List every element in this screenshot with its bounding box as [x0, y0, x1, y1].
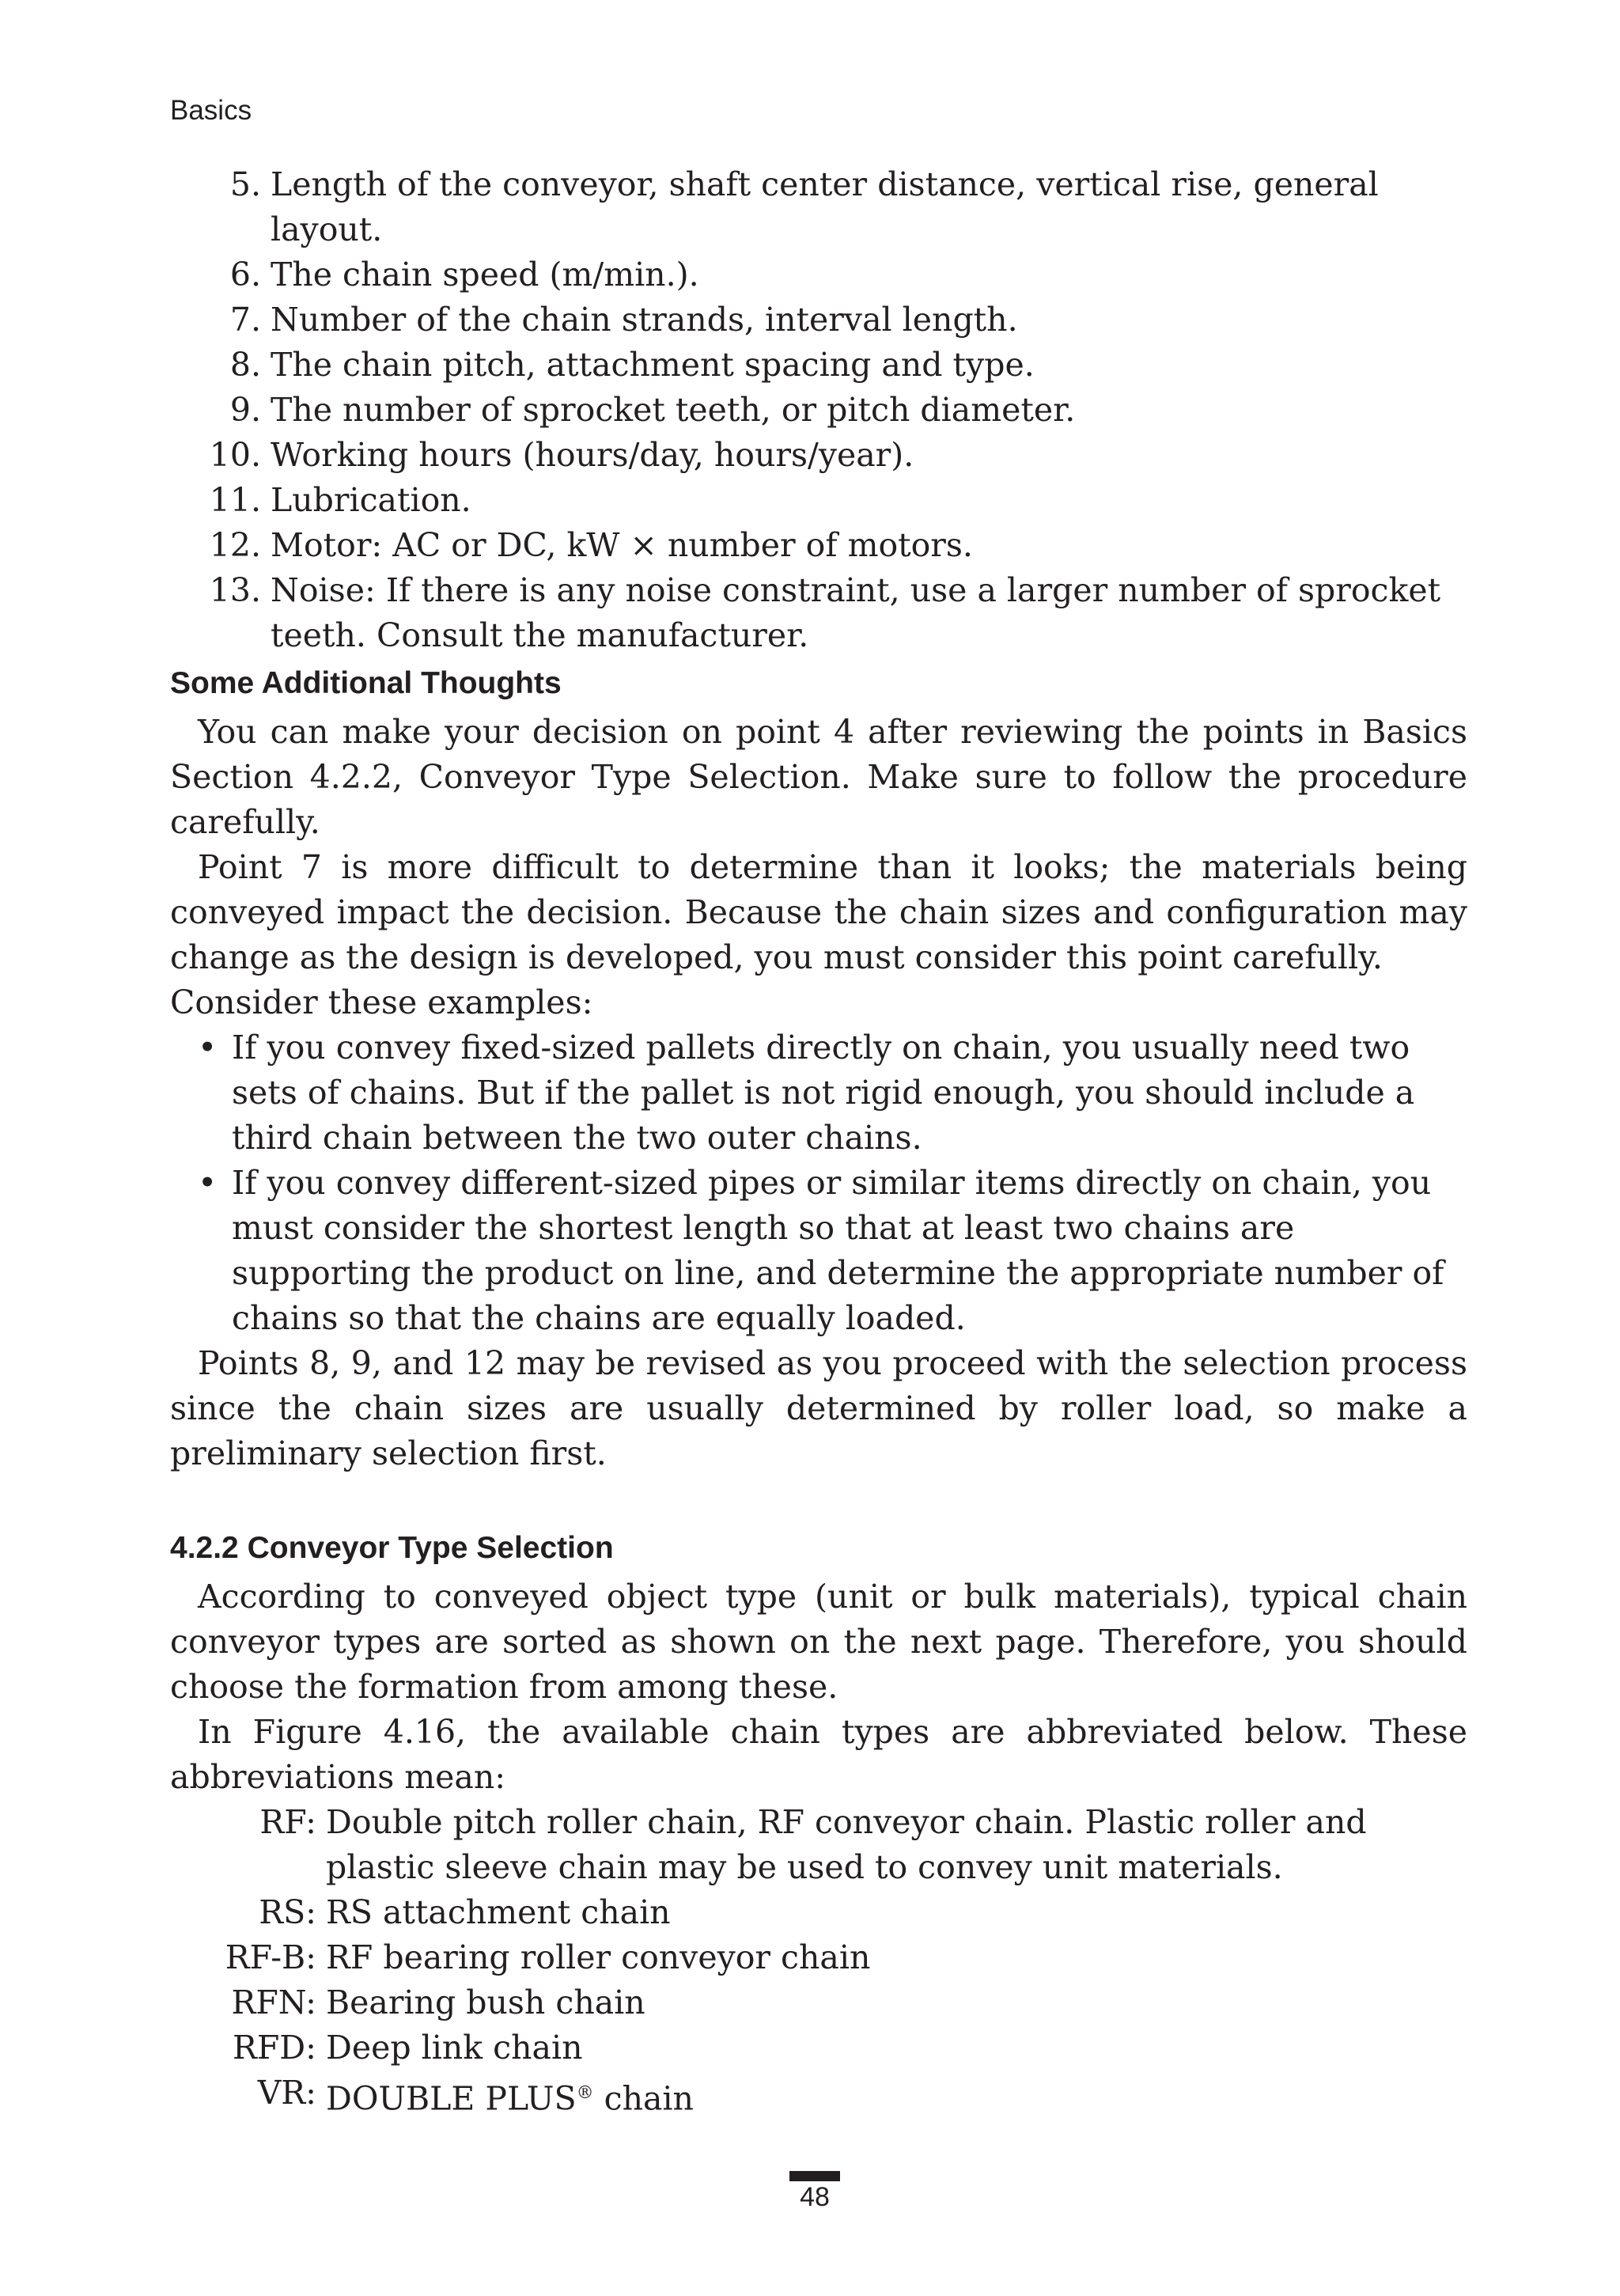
- list-number: 9.: [229, 391, 261, 429]
- list-item: [170, 433, 1467, 478]
- abbreviation-item: [170, 1800, 1467, 1890]
- bullet-icon: •: [198, 1164, 218, 1202]
- list-number: 13.: [209, 571, 261, 609]
- abbreviation-item: [170, 1890, 1467, 1935]
- abbreviation-value: RF bearing roller conveyor chain: [326, 1938, 871, 1976]
- abbreviation-list: [170, 1800, 1467, 2122]
- list-item: [170, 252, 1467, 297]
- list-text: The chain speed (m/min.).: [271, 256, 699, 294]
- list-number: 10.: [209, 436, 261, 474]
- section-body: [170, 1574, 1467, 2122]
- abbreviation-value: RS attachment chain: [326, 1893, 671, 1931]
- paragraph: In Figure 4.16, the available chain types are abbreviated below. These abbreviations mean:: [170, 1713, 1467, 1796]
- list-text: The chain pitch, attachment spacing and type.: [271, 346, 1035, 384]
- abbreviation-value: Bearing bush chain: [326, 1983, 645, 2021]
- list-item: [170, 162, 1467, 252]
- section-heading: 4.2.2 Conveyor Type Selection: [170, 1531, 614, 1565]
- list-text: Motor: AC or DC, kW × number of motors.: [271, 526, 973, 564]
- bullet-text: If you convey fixed-sized pallets directly on chain, you usually need two sets of chains. But if the pallet is not rigid enough, you should include a third chain between the two outer chains.: [232, 1029, 1415, 1157]
- list-item: [170, 343, 1467, 388]
- bullet-text: If you convey different-sized pipes or similar items directly on chain, you must consider the shortest length so that at least two chains are supporting the product on line, and determine the appropriate number of chains so that the chains are equally loaded.: [232, 1164, 1444, 1337]
- list-number: 8.: [229, 346, 261, 384]
- list-number: 6.: [229, 256, 261, 294]
- abbreviation-key: RFD:: [232, 2029, 316, 2067]
- abbreviation-key: RF-B:: [225, 1938, 316, 1976]
- list-item: [170, 478, 1467, 523]
- list-text: Noise: If there is any noise constraint, use a larger number of sprocket teeth. Consult the manufacturer.: [271, 571, 1441, 654]
- list-number: 5.: [229, 165, 261, 203]
- paragraph: Point 7 is more difficult to determine than it looks; the materials being conveyed impact the decision. Because the chain sizes and configuration may change as the design is developed, you must consider this point carefully.: [170, 848, 1467, 976]
- bullet-list: [170, 1025, 1467, 1341]
- list-number: 7.: [229, 301, 261, 339]
- abbreviation-key: VR:: [257, 2074, 316, 2112]
- page-number: 48: [800, 2182, 830, 2212]
- abbreviation-item: [170, 1980, 1467, 2025]
- abbreviation-value-main: DOUBLE PLUS: [326, 2079, 577, 2118]
- abbreviation-value: Double pitch roller chain, RF conveyor chain. Plastic roller and plastic sleeve chain may be used to convey unit materials.: [326, 1803, 1367, 1886]
- running-head: Basics: [170, 95, 252, 126]
- list-text: The number of sprocket teeth, or pitch diameter.: [271, 391, 1076, 429]
- abbreviation-key: RS:: [259, 1893, 316, 1931]
- paragraph: Consider these examples:: [170, 983, 593, 1021]
- paragraph: Points 8, 9, and 12 may be revised as you proceed with the selection process since the chain sizes are usually determined by roller load, so make a preliminary selection first.: [170, 1344, 1467, 1472]
- abbreviation-value-suffix: chain: [593, 2079, 694, 2118]
- paragraph: You can make your decision on point 4 after reviewing the points in Basics Section 4.2.2, Conveyor Type Selection. Make sure to follow the procedure carefully.: [170, 713, 1467, 841]
- abbreviation-value: Deep link chain: [326, 2029, 583, 2067]
- list-item: [170, 388, 1467, 433]
- list-text: Working hours (hours/day, hours/year).: [271, 436, 914, 474]
- abbreviation-key: RFN:: [231, 1983, 316, 2021]
- abbreviation-item: [170, 2071, 1467, 2122]
- list-number: 12.: [209, 526, 261, 564]
- footer-bar: [789, 2171, 840, 2181]
- abbreviation-key: RF:: [259, 1803, 316, 1841]
- abbreviation-item: [170, 2025, 1467, 2071]
- abbreviation-item: [170, 1935, 1467, 1980]
- list-text: Length of the conveyor, shaft center distance, vertical rise, general layout.: [271, 165, 1379, 248]
- bullet-icon: •: [198, 1029, 218, 1067]
- list-item: [170, 297, 1467, 343]
- list-number: 11.: [209, 481, 261, 519]
- paragraph: According to conveyed object type (unit or bulk materials), typical chain conveyor types are sorted as shown on the next page. Therefore, you should choose the formation from among these.: [170, 1578, 1467, 1706]
- numbered-list: [170, 162, 1467, 658]
- registered-mark: ®: [576, 2083, 594, 2103]
- list-item: [170, 568, 1467, 658]
- section-heading: Some Additional Thoughts: [170, 666, 562, 700]
- list-item: [170, 523, 1467, 568]
- bullet-item: [170, 1161, 1467, 1341]
- list-text: Number of the chain strands, interval length.: [271, 301, 1018, 339]
- abbreviation-value: [326, 2071, 1467, 2122]
- section-body: [170, 710, 1467, 1476]
- list-text: Lubrication.: [271, 481, 471, 519]
- bullet-item: [170, 1025, 1467, 1161]
